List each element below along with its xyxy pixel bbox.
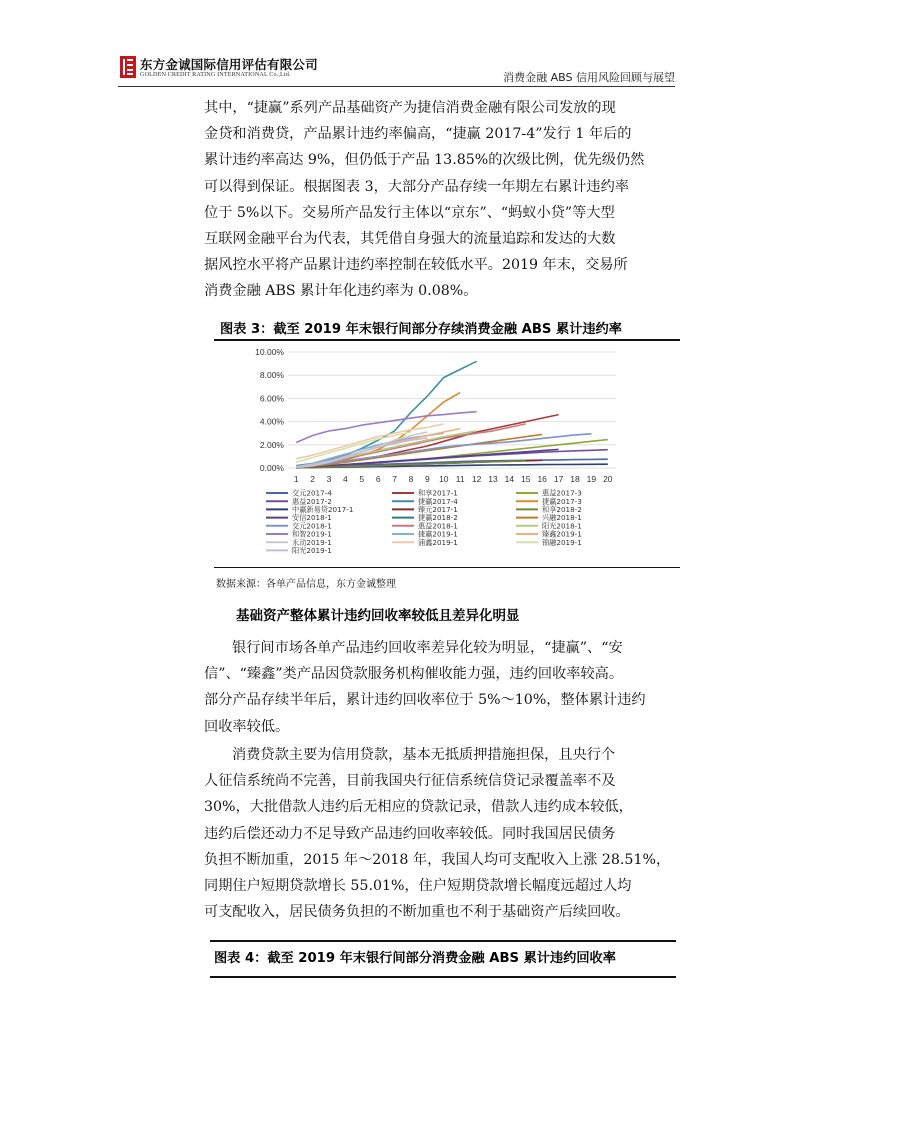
legend-label: 惠益2018-1 xyxy=(418,521,458,531)
legend-label: 安信2018-1 xyxy=(292,513,332,523)
paragraph-line: 金贷和消费贷，产品累计违约率偏高，“捷赢 2017-4”发行 1 年后的 xyxy=(204,126,632,143)
paragraph-line: 据风控水平将产品累计违约率控制在较低水平。2019 年末，交易所 xyxy=(204,257,628,274)
paragraph-line: 信”、“臻鑫”类产品因贷款服务机构催收能力强，违约回收率较高。 xyxy=(204,666,624,683)
figure-3-chart xyxy=(244,342,624,560)
paragraph-line: 银行间市场各单产品违约回收率差异化较为明显，“捷赢”、“安 xyxy=(232,640,623,656)
y-tick-label: 8.00% xyxy=(259,370,284,381)
legend-label: 臻鑫2019-1 xyxy=(542,529,582,539)
y-tick-label: 6.00% xyxy=(259,393,284,404)
y-tick-label: 4.00% xyxy=(259,416,284,427)
y-tick-label: 2.00% xyxy=(259,439,284,450)
figure-3-top-rule xyxy=(214,339,680,341)
paragraph-line: 可支配收入，居民债务负担的不断加重也不利于基础资产后续回收。 xyxy=(204,904,630,921)
paragraph-3 xyxy=(204,742,674,925)
paragraph-line: 回收率较低。 xyxy=(204,718,290,735)
figure-4-title: 图表 4：截至 2019 年末银行间部分消费金融 ABS 累计违约回收率 xyxy=(214,951,616,966)
legend-label: 中赢新易贷2017-1 xyxy=(292,505,354,514)
legend-label: 永动2019-1 xyxy=(292,537,332,547)
x-tick-label: 8 xyxy=(408,474,414,484)
company-name-cn: 东方金诚国际信用评估有限公司 xyxy=(140,57,318,72)
x-tick-label: 6 xyxy=(375,474,381,484)
x-tick-label: 14 xyxy=(504,474,515,484)
legend-label: 和智2019-1 xyxy=(292,529,332,539)
figure-3-bottom-rule xyxy=(214,567,680,568)
legend-label: 捷赢2017-4 xyxy=(418,496,458,506)
paragraph-line: 部分产品存续半年后，累计违约回收率位于 5%～10%，整体累计违约 xyxy=(204,692,646,709)
legend-label: 阳光2018-1 xyxy=(542,521,582,531)
y-tick-label: 10.00% xyxy=(255,347,284,357)
legend-label: 臻元2017-1 xyxy=(418,505,458,514)
paragraph-line: 人征信系统尚不完善，目前我国央行征信系统信贷记录覆盖率不及 xyxy=(204,773,616,790)
figure-4-bottom-rule xyxy=(210,976,676,978)
paragraph-line: 消费金融 ABS 累计年化违约率为 0.08%。 xyxy=(204,283,478,300)
line-chart xyxy=(244,342,624,560)
legend-label: 捷赢2018-2 xyxy=(418,513,458,523)
x-tick-label: 3 xyxy=(326,474,332,484)
paragraph-line: 其中，“捷赢”系列产品基础资产为捷信消费金融有限公司发放的现 xyxy=(204,100,616,116)
header-divider xyxy=(118,86,675,87)
x-tick-label: 11 xyxy=(455,474,465,484)
paragraph-1 xyxy=(204,95,674,305)
section-subheading: 基础资产整体累计违约回收率较低且差异化明显 xyxy=(236,608,520,624)
x-tick-label: 19 xyxy=(586,474,597,484)
legend-label: 兴融2018-1 xyxy=(542,513,582,523)
legend-label: 惠益2017-3 xyxy=(542,488,582,498)
figure-3-title: 图表 3：截至 2019 年末银行间部分存续消费金融 ABS 累计违约率 xyxy=(220,322,622,337)
x-tick-label: 5 xyxy=(359,474,365,484)
x-tick-label: 20 xyxy=(603,474,613,484)
paragraph-line: 位于 5%以下。交易所产品发行主体以“京东”、“蚂蚁小贷”等大型 xyxy=(204,204,615,221)
paragraph-line: 消费贷款主要为信用贷款，基本无抵质押措施担保，且央行个 xyxy=(232,747,616,763)
page-header xyxy=(120,54,675,86)
legend-label: 捷赢2017-3 xyxy=(542,496,582,506)
paragraph-line: 负担不断加重，2015 年～2018 年，我国人均可支配收入上涨 28.51%， xyxy=(204,851,671,868)
x-tick-label: 18 xyxy=(570,474,580,484)
x-tick-label: 15 xyxy=(521,474,531,484)
x-tick-label: 17 xyxy=(553,474,564,484)
x-tick-label: 2 xyxy=(310,474,315,484)
company-logo-icon xyxy=(120,56,136,78)
x-tick-label: 1 xyxy=(293,474,299,484)
paragraph-line: 违约后偿还动力不足导致产品违约回收率较低。同时我国居民债务 xyxy=(204,825,616,842)
y-tick-label: 0.00% xyxy=(259,463,284,473)
legend-label: 和享2018-2 xyxy=(542,505,582,514)
figure-4-top-rule xyxy=(210,940,676,942)
x-tick-label: 7 xyxy=(392,474,397,484)
x-tick-label: 13 xyxy=(488,474,498,484)
paragraph-line: 互联网金融平台为代表，其凭借自身强大的流量追踪和发达的大数 xyxy=(204,230,616,247)
legend-label: 阳光2019-1 xyxy=(292,546,332,555)
legend-label: 锦融2019-1 xyxy=(542,537,582,547)
paragraph-line: 同期住户短期贷款增长 55.01%，住户短期贷款增长幅度远超过人均 xyxy=(204,877,632,894)
legend-label: 和享2017-1 xyxy=(418,488,458,498)
company-name-en: GOLDEN CREDIT RATING INTERNATIONAL Co.,Ltd. xyxy=(140,71,291,78)
legend-label: 浦鑫2019-1 xyxy=(418,537,458,547)
x-tick-label: 10 xyxy=(439,474,449,484)
x-tick-label: 9 xyxy=(425,474,430,484)
paragraph-line: 累计违约率高达 9%，但仍低于产品 13.85%的次级比例，优先级仍然 xyxy=(204,152,645,169)
paragraph-2 xyxy=(204,635,674,740)
figure-3-source: 数据来源：各单产品信息，东方金诚整理 xyxy=(216,579,396,590)
legend-label: 捷赢2019-1 xyxy=(418,529,458,539)
report-title: 消费金融 ABS 信用风险回顾与展望 xyxy=(503,71,675,84)
paragraph-line: 可以得到保证。根据图表 3，大部分产品存续一年期左右累计违约率 xyxy=(204,178,629,195)
paragraph-line: 30%，大批借款人违约后无相应的贷款记录，借款人违约成本较低， xyxy=(204,799,633,816)
x-tick-label: 16 xyxy=(537,474,547,484)
legend-label: 惠益2017-2 xyxy=(292,496,332,506)
legend-label: 交元2017-4 xyxy=(292,488,332,498)
x-tick-label: 4 xyxy=(343,474,348,484)
x-tick-label: 12 xyxy=(471,474,482,484)
legend-label: 交元2018-1 xyxy=(292,521,332,531)
